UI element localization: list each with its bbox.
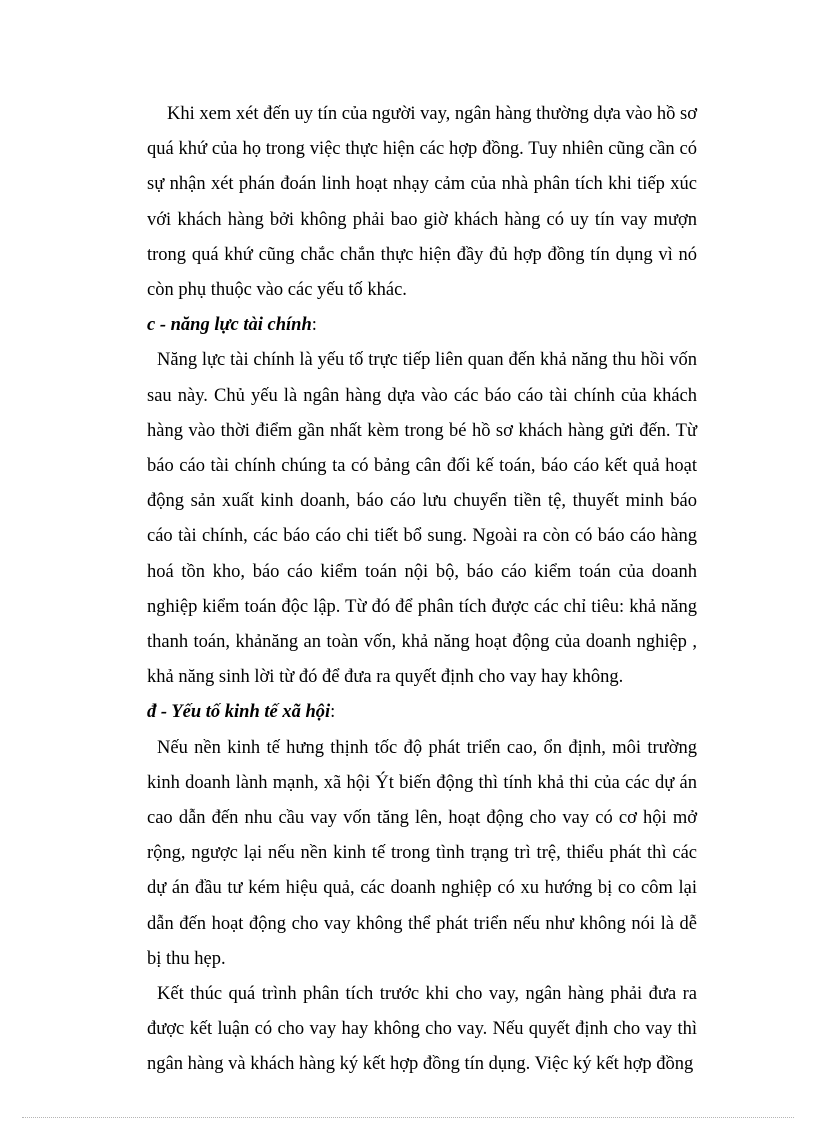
paragraph-socio-economic-factors: Nếu nền kinh tế hưng thịnh tốc độ phát triển cao, ổn định, môi trường kinh doanh lành mạnh, xã hội Ýt biến động thì tính khả thi của các dự án cao dẫn đến nhu cầu vay vốn tăng lên, hoạt động cho vay có cơ hội mở rộng, ngược lại nếu nền kinh tế trong tình trạng trì trệ, thiểu phát thì các dự án đầu tư kém hiệu quả, các doanh nghiệp có xu hướng bị co côm lại dẫn đến hoạt động cho vay không thể phát triển nếu như không nói là dễ bị thu hẹp. <box>147 737 697 969</box>
heading-financial-capacity <box>147 308 697 343</box>
heading-colon: : <box>311 315 317 336</box>
heading-colon: : <box>330 702 336 723</box>
heading-socio-economic-factors <box>147 695 697 730</box>
heading-label: đ - Yếu tố kinh tế xã hội <box>147 702 331 723</box>
paragraph-conclusion: Kết thúc quá trình phân tích trước khi cho vay, ngân hàng phải đưa ra được kết luận có cho vay hay không cho vay. Nếu quyết định cho vay thì ngân hàng và khách hàng ký kết hợp đồng tín dụng. Việc ký kết hợp đồng <box>147 984 697 1075</box>
paragraph-financial-capacity: Năng lực tài chính là yếu tố trực tiếp liên quan đến khả năng thu hồi vốn sau này. Chủ yếu là ngân hàng dựa vào các báo cáo tài chính của khách hàng vào thời điểm gần nhất kèm trong bé hồ sơ khách hàng gửi đến. Từ báo cáo tài chính chúng ta có bảng cân đối kế toán, báo cáo kết quả hoạt động sản xuất kinh doanh, báo cáo lưu chuyển tiền tệ, thuyết minh báo cáo tài chính, các báo cáo chi tiết bổ sung. Ngoài ra còn có báo cáo hàng hoá tồn kho, báo cáo kiểm toán nội bộ, báo cáo kiểm toán của doanh nghiệp kiểm toán độc lập. Từ đó để phân tích được các chỉ tiêu: khả năng thanh toán, khảnăng an toàn vốn, khả năng hoạt động của doanh nghiệp , khả năng sinh lời từ đó để đưa ra quyết định cho vay hay không. <box>147 350 697 688</box>
document-body <box>147 97 697 1083</box>
heading-label: c - năng lực tài chính <box>147 315 312 336</box>
footer-dotted-rule <box>22 1117 794 1118</box>
paragraph-credit-reputation: Khi xem xét đến uy tín của người vay, ngân hàng thường dựa vào hồ sơ quá khứ của họ trong việc thực hiện các hợp đồng. Tuy nhiên cũng cần có sự nhận xét phán đoán linh hoạt nhạy cảm của nhà phân tích khi tiếp xúc với khách hàng bởi không phải bao giờ khách hàng có uy tín vay mượn trong quá khứ cũng chắc chắn thực hiện đầy đủ hợp đồng tín dụng vì nó còn phụ thuộc vào các yếu tố khác. <box>147 104 697 301</box>
